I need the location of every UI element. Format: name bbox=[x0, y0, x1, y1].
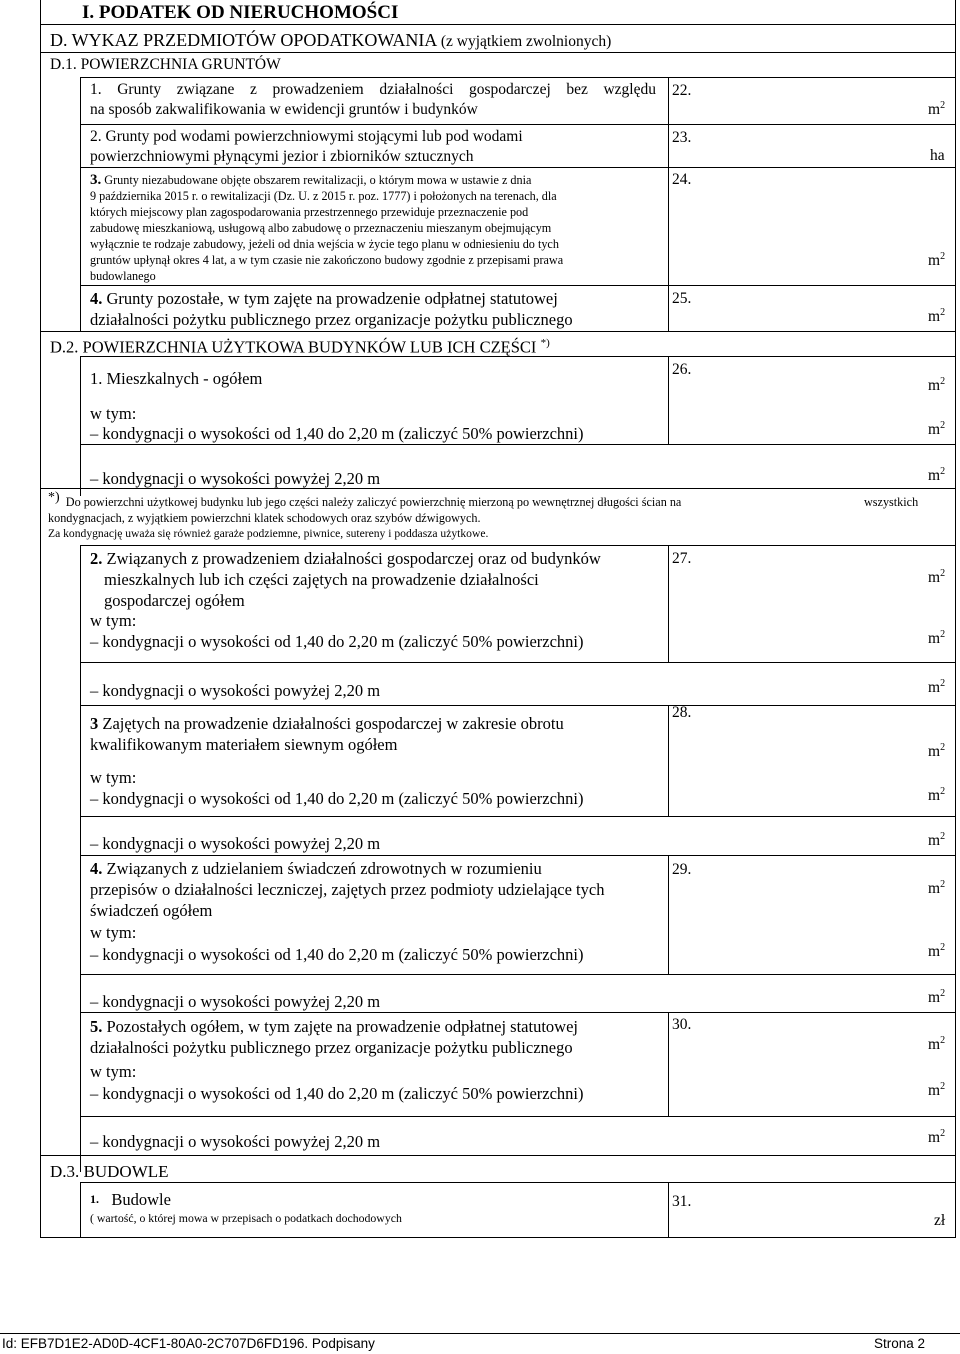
unit-symbol: m bbox=[928, 679, 941, 696]
d1-item1-line1: Grunty związane z prowadzeniem działalności gospodarczej bez względu bbox=[117, 81, 656, 98]
d2-item2-line1: Związanych z prowadzeniem działalności gospodarczej oraz od budynków bbox=[106, 549, 601, 568]
high-floors-label: – kondygnacji o wysokości powyżej 2,20 m bbox=[90, 681, 381, 700]
document-id: Id: EFB7D1E2-AD0D-4CF1-80A0-2C707D6FD196. Podpisany bbox=[2, 1336, 375, 1351]
unit-exponent: 2 bbox=[940, 1035, 946, 1046]
d2-item2-line2: mieszkalnych lub ich części zajętych na prowadzenie działalności bbox=[104, 570, 539, 589]
d1-item3-line: których miejscowy plan zagospodarowania przestrzennego przewiduje przeznaczenie pod bbox=[90, 205, 529, 219]
unit-symbol: m bbox=[928, 1036, 941, 1053]
page-title: I. PODATEK OD NIERUCHOMOŚCI bbox=[82, 2, 399, 23]
unit-exponent: 2 bbox=[940, 466, 946, 477]
unit-symbol: m bbox=[928, 943, 941, 960]
field-27-unit bbox=[928, 569, 945, 587]
d1-item1-line2: na sposób zakwalifikowania w ewidencji gruntów i budynków bbox=[90, 101, 478, 118]
unit-symbol: m bbox=[928, 743, 941, 760]
d2-item4-line1: Związanych z udzielaniem świadczeń zdrowotnych w rozumieniu bbox=[106, 859, 542, 878]
unit-symbol: m bbox=[928, 569, 941, 586]
d1-item3-line: zabudowę mieszkaniową, usługową albo zabudowę o przeznaczeniu mieszanym obejmującym bbox=[90, 221, 552, 235]
d1-item3-line: Grunty niezabudowane objęte obszarem rewitalizacji, o którym mowa w ustawie z dnia bbox=[104, 173, 532, 187]
field-25-unit bbox=[928, 308, 945, 326]
field-26-unit bbox=[928, 377, 945, 395]
footer-divider bbox=[0, 1333, 960, 1334]
low-floors-label: – kondygnacji o wysokości od 1,40 do 2,20 m (zaliczyć 50% powierzchni) bbox=[90, 424, 584, 443]
d2-item2 bbox=[90, 548, 601, 611]
field-24-label: 24. bbox=[672, 171, 692, 188]
field-25-label: 25. bbox=[672, 290, 692, 307]
field-23-label: 23. bbox=[672, 129, 692, 146]
field-31-unit: zł bbox=[934, 1212, 946, 1229]
field-28-unit bbox=[928, 743, 945, 761]
unit-exponent: 2 bbox=[940, 742, 946, 753]
in-which-label: w tym: bbox=[90, 768, 137, 787]
d2-title bbox=[50, 333, 550, 358]
d2-item3 bbox=[90, 713, 564, 755]
in-which-label: w tym: bbox=[90, 923, 137, 942]
field-22-unit bbox=[928, 101, 945, 119]
unit-exponent: 2 bbox=[940, 831, 946, 842]
section-d-title: D. WYKAZ PRZEDMIOTÓW OPODATKOWANIA bbox=[50, 30, 437, 50]
unit-exponent: 2 bbox=[940, 100, 946, 111]
unit-symbol: m bbox=[928, 421, 941, 438]
high-floors-label: – kondygnacji o wysokości powyżej 2,20 m bbox=[90, 992, 381, 1011]
d2-item4-line3: świadczeń ogółem bbox=[90, 901, 213, 920]
d2-item3-line2: kwalifikowanym materiałem siewnym ogółem bbox=[90, 735, 398, 754]
unit-exponent: 2 bbox=[940, 678, 946, 689]
low-floors-unit bbox=[928, 630, 945, 648]
unit-exponent: 2 bbox=[940, 420, 946, 431]
field-28-label: 28. bbox=[672, 704, 692, 721]
field-27-label: 27. bbox=[672, 550, 692, 567]
d2-item5-num: 5. bbox=[90, 1017, 103, 1036]
d2-item2-num: 2. bbox=[90, 549, 103, 568]
unit-exponent: 2 bbox=[940, 376, 946, 387]
field-29-label: 29. bbox=[672, 861, 692, 878]
field-23-unit: ha bbox=[930, 147, 945, 164]
high-floors-unit bbox=[928, 679, 945, 697]
d1-item4-num: 4. bbox=[90, 289, 103, 308]
d1-item3-line: wyłącznie te rodzaje zabudowy, jeżeli od dnia wejścia w życie tego planu w odniesieniu do tych bbox=[90, 237, 559, 251]
field-22-input[interactable] bbox=[672, 100, 922, 122]
field-29-unit bbox=[928, 880, 945, 898]
low-floors-label: – kondygnacji o wysokości od 1,40 do 2,20 m (zaliczyć 50% powierzchni) bbox=[90, 789, 584, 808]
field-24-unit bbox=[928, 252, 945, 270]
d1-item3-num: 3. bbox=[90, 172, 102, 188]
d1-item4-line1: Grunty pozostałe, w tym zajęte na prowadzenie odpłatnej statutowej bbox=[106, 289, 558, 308]
d1-item4-line2: działalności pożytku publicznego przez organizacje pożytku publicznego bbox=[90, 310, 573, 329]
field-28-input[interactable] bbox=[672, 725, 922, 765]
d2-item5-line2: działalności pożytku publicznego przez organizacje pożytku publicznego bbox=[90, 1038, 573, 1057]
d2-title-text: D.2. POWIERZCHNIA UŻYTKOWA BUDYNKÓW LUB ICH CZĘŚCI bbox=[50, 337, 537, 357]
unit-symbol: m bbox=[928, 377, 941, 394]
field-31-input[interactable] bbox=[672, 1210, 922, 1234]
unit-exponent: 2 bbox=[940, 629, 946, 640]
field-24-input[interactable] bbox=[672, 190, 922, 282]
d1-item3-line: budowlanego bbox=[90, 269, 156, 283]
field-29-input[interactable] bbox=[672, 880, 922, 902]
field-30-unit bbox=[928, 1036, 945, 1054]
field-30-label: 30. bbox=[672, 1016, 692, 1033]
d3-item1-num: 1. bbox=[90, 1192, 99, 1206]
unit-exponent: 2 bbox=[940, 568, 946, 579]
low-floors-unit bbox=[928, 787, 945, 805]
section-d-note: (z wyjątkiem zwolnionych) bbox=[440, 33, 612, 50]
in-which-label: w tym: bbox=[90, 1062, 137, 1081]
d2-item1-num: 1. bbox=[90, 369, 103, 388]
footnote bbox=[48, 490, 928, 542]
unit-symbol: m bbox=[928, 787, 941, 804]
footnote-line-end: wszystkich bbox=[864, 495, 919, 509]
unit-exponent: 2 bbox=[940, 307, 946, 318]
high-floors-unit bbox=[928, 467, 945, 485]
d2-item4 bbox=[90, 858, 604, 921]
high-floors-label: – kondygnacji o wysokości powyżej 2,20 m bbox=[90, 469, 381, 488]
unit-exponent: 2 bbox=[940, 1128, 946, 1139]
section-d-heading bbox=[50, 29, 611, 53]
field-22-label: 22. bbox=[672, 82, 692, 99]
d2-item2-line3: gospodarczej ogółem bbox=[104, 591, 245, 610]
footnote-mark: *) bbox=[540, 337, 550, 349]
unit-exponent: 2 bbox=[940, 988, 946, 999]
d3-item1-note: ( wartość, o której mowa w przepisach o podatkach dochodowych bbox=[90, 1211, 402, 1225]
high-floors-label: – kondygnacji o wysokości powyżej 2,20 m bbox=[90, 1132, 381, 1151]
unit-exponent: 2 bbox=[940, 786, 946, 797]
field-27-input[interactable] bbox=[672, 568, 922, 590]
low-floors-label: – kondygnacji o wysokości od 1,40 do 2,20 m (zaliczyć 50% powierzchni) bbox=[90, 945, 584, 964]
footnote-line: kondygnacjach, z wyjątkiem powierzchni klatek schodowych oraz szybów dźwigowych. bbox=[48, 511, 481, 526]
d2-item1-text: Mieszkalnych - ogółem bbox=[106, 369, 263, 388]
d1-item1 bbox=[90, 80, 656, 120]
high-floors-unit bbox=[928, 832, 945, 850]
low-floors-unit bbox=[928, 421, 945, 439]
d2-item5 bbox=[90, 1016, 578, 1058]
low-floors-label: – kondygnacji o wysokości od 1,40 do 2,20 m (zaliczyć 50% powierzchni) bbox=[90, 632, 584, 651]
unit-symbol: m bbox=[928, 308, 941, 325]
field-23-input[interactable] bbox=[672, 146, 922, 166]
d1-title: D.1. POWIERZCHNIA GRUNTÓW bbox=[50, 56, 281, 73]
field-30-input[interactable] bbox=[672, 1035, 922, 1057]
unit-symbol: m bbox=[928, 989, 941, 1006]
footnote-line: Do powierzchni użytkowej budynku lub jego części należy zaliczyć powierzchnię mierzoną po wewnętrznej długości ścian na bbox=[65, 495, 682, 510]
unit-symbol: m bbox=[928, 252, 941, 269]
d1-item3-line: gruntów upłynął okres 4 lat, a w tym czasie nie zakończono budowy zgodnie z przepisami prawa bbox=[90, 253, 564, 267]
d1-item2 bbox=[90, 127, 523, 167]
unit-symbol: m bbox=[928, 832, 941, 849]
in-which-label: w tym: bbox=[90, 611, 137, 630]
d1-item2-line1: Grunty pod wodami powierzchniowymi stojącymi lub pod wodami bbox=[105, 128, 523, 145]
d2-item3-line1: Zajętych na prowadzenie działalności gospodarczej w zakresie obrotu bbox=[102, 714, 564, 733]
unit-exponent: 2 bbox=[940, 879, 946, 890]
d1-item4 bbox=[90, 288, 573, 330]
d3-item1 bbox=[90, 1189, 171, 1210]
unit-symbol: m bbox=[928, 101, 941, 118]
field-26-label: 26. bbox=[672, 361, 692, 378]
d1-item2-num: 2. bbox=[90, 128, 102, 145]
in-which-label: w tym: bbox=[90, 404, 137, 423]
unit-symbol: m bbox=[928, 467, 941, 484]
unit-symbol: m bbox=[928, 1129, 941, 1146]
high-floors-unit bbox=[928, 1129, 945, 1147]
page-number: Strona 2 bbox=[874, 1336, 926, 1351]
d1-item1-num: 1. bbox=[90, 81, 102, 98]
d1-item3-line: 9 października 2015 r. o rewitalizacji (Dz. U. z 2015 r. poz. 1777) i położonych na terenach, dla bbox=[90, 189, 557, 203]
d1-item3 bbox=[90, 172, 563, 284]
d2-item4-line2: przepisów o działalności leczniczej, zajętych przez podmioty udzielające tych bbox=[90, 880, 605, 899]
field-26-input[interactable] bbox=[672, 378, 922, 400]
d2-item3-num: 3 bbox=[90, 714, 99, 733]
high-floors-unit bbox=[928, 989, 945, 1007]
unit-symbol: m bbox=[928, 630, 941, 647]
d2-item1 bbox=[90, 368, 262, 389]
unit-symbol: m bbox=[928, 880, 941, 897]
low-floors-label: – kondygnacji o wysokości od 1,40 do 2,20 m (zaliczyć 50% powierzchni) bbox=[90, 1084, 584, 1103]
unit-exponent: 2 bbox=[940, 1081, 946, 1092]
d3-title: D.3. BUDOWLE bbox=[50, 1162, 169, 1181]
d3-item1-text: Budowle bbox=[111, 1190, 171, 1209]
footnote-mark: *) bbox=[48, 490, 60, 505]
field-31-label: 31. bbox=[672, 1193, 692, 1210]
unit-exponent: 2 bbox=[940, 942, 946, 953]
d1-item2-line2: powierzchniowymi płynącymi jezior i zbiorników sztucznych bbox=[90, 148, 474, 165]
footnote-line: Za kondygnację uważa się również garaże podziemne, piwnice, sutereny i poddasza użytkowe. bbox=[48, 527, 489, 541]
d2-item4-num: 4. bbox=[90, 859, 103, 878]
unit-exponent: 2 bbox=[940, 251, 946, 262]
field-25-input[interactable] bbox=[672, 308, 922, 330]
low-floors-unit bbox=[928, 1082, 945, 1100]
low-floors-unit bbox=[928, 943, 945, 961]
high-floors-label: – kondygnacji o wysokości powyżej 2,20 m bbox=[90, 834, 381, 853]
d2-item5-line1: Pozostałych ogółem, w tym zajęte na prowadzenie odpłatnej statutowej bbox=[106, 1017, 578, 1036]
unit-symbol: m bbox=[928, 1082, 941, 1099]
